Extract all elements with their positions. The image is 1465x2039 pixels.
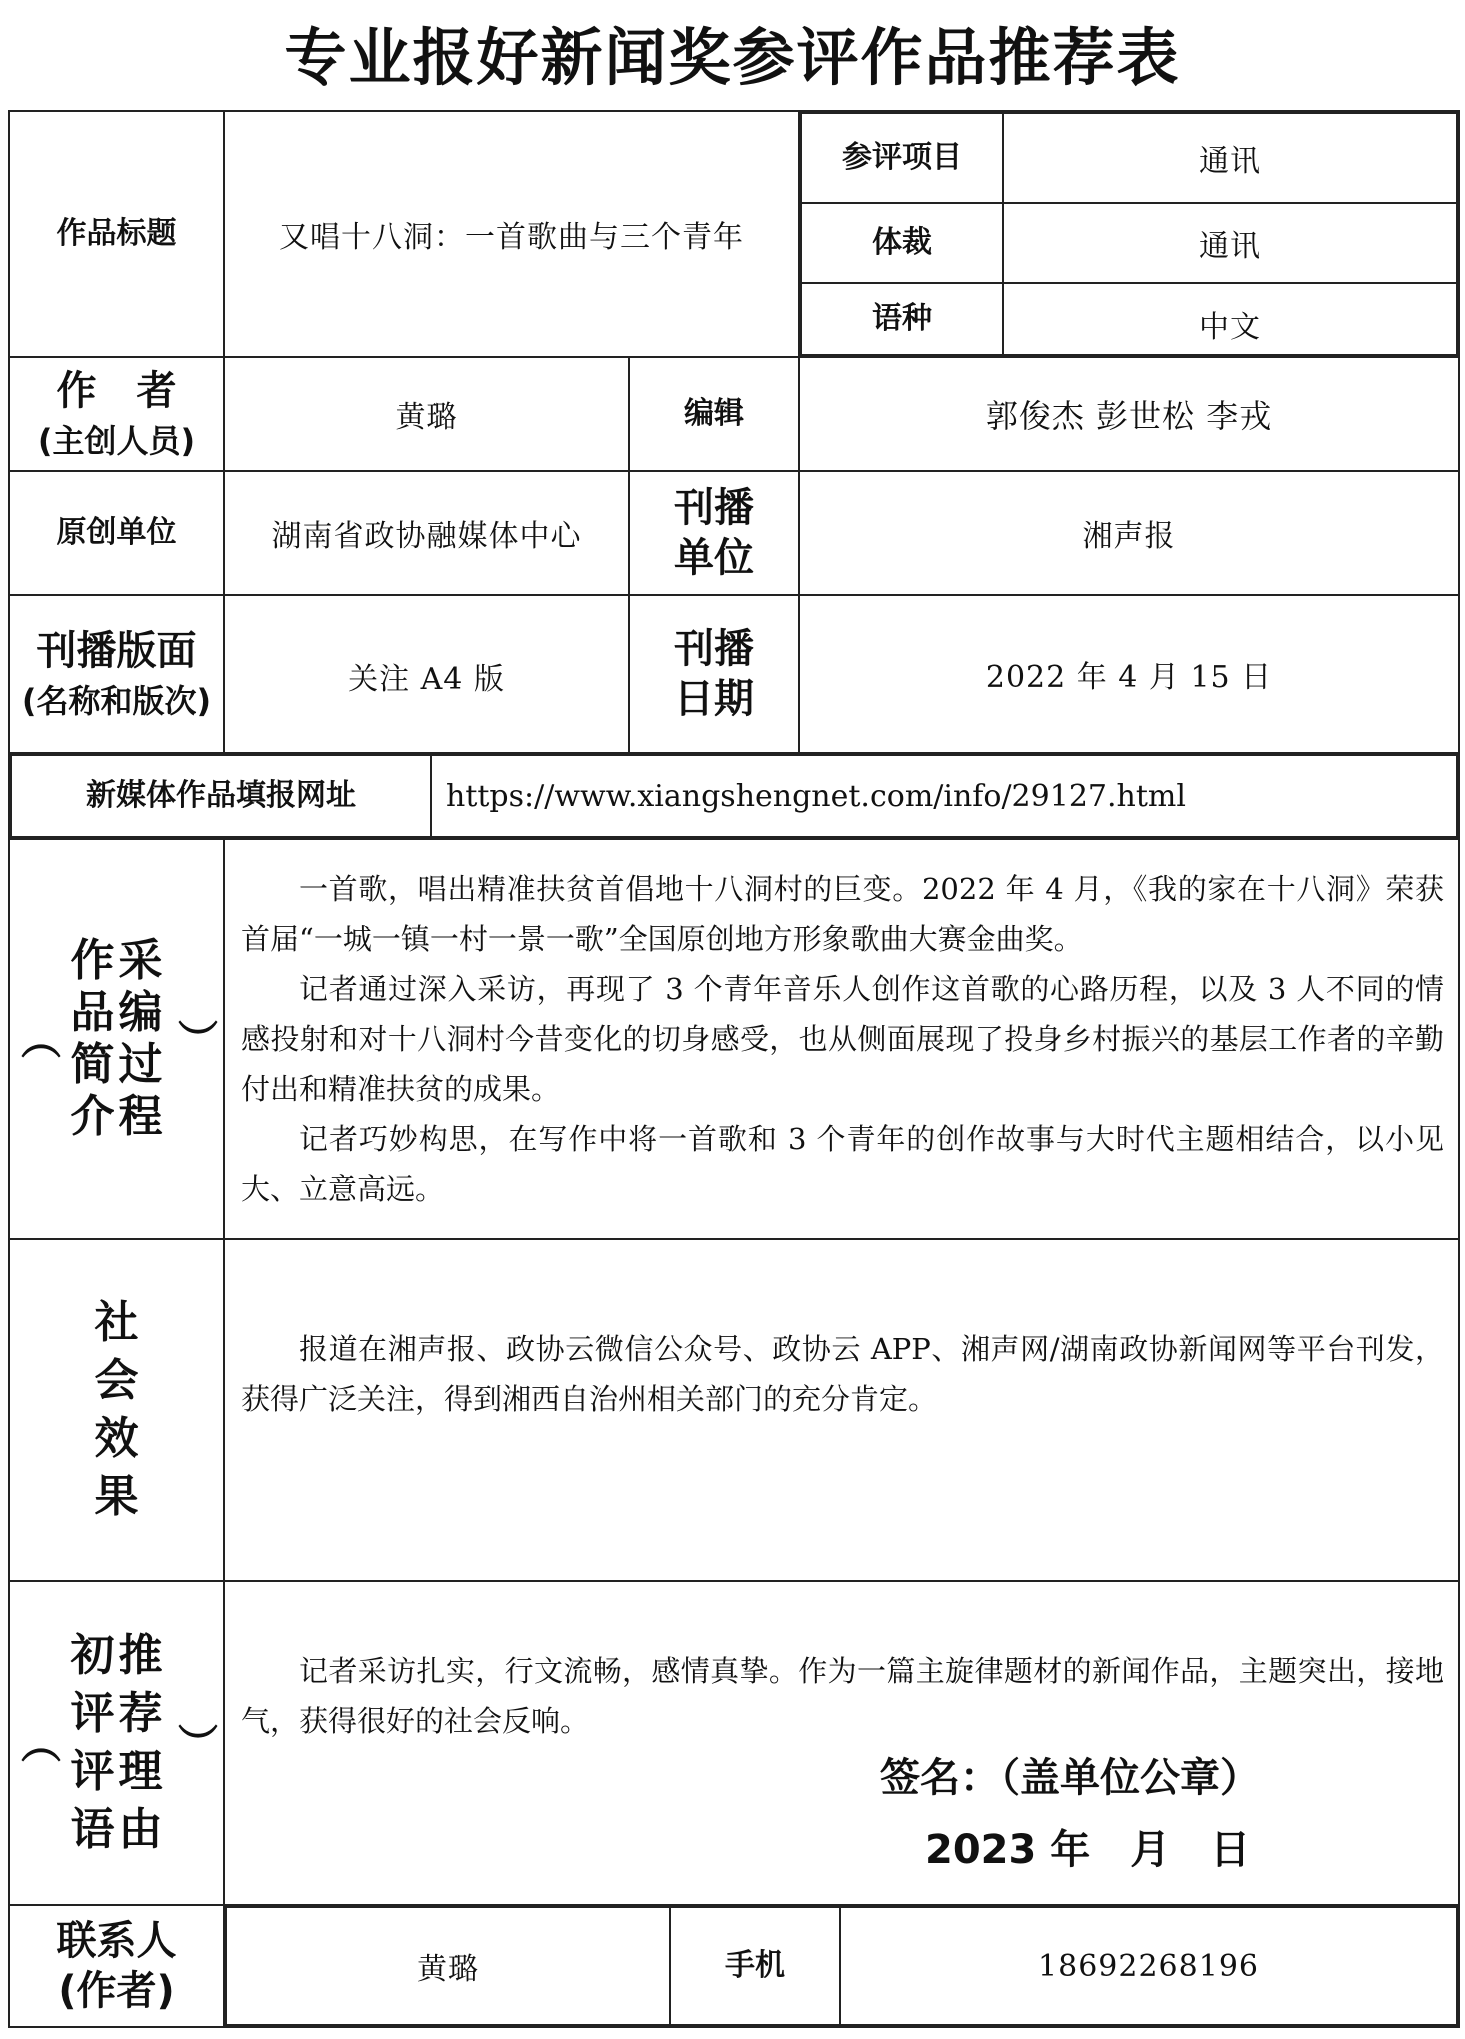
intro-paren-open: （: [14, 1019, 61, 1059]
form-title: 专业报好新闻奖参评作品推荐表: [284, 21, 1181, 94]
work-title-label: 作品标题: [9, 111, 224, 357]
layout-label-1: 刊播版面: [36, 628, 197, 674]
layout-label-2: (名称和版次): [21, 682, 212, 720]
author-value: 黄璐: [224, 357, 629, 471]
review-paren-open: （: [14, 1723, 61, 1763]
contact-row: [224, 1905, 1459, 2027]
genre-label: 体裁: [801, 203, 1003, 283]
intro-label-right: 采 编 过 程: [118, 935, 163, 1142]
url-row: [9, 753, 1459, 839]
intro-label-cell: [9, 839, 224, 1239]
entry-item-label: 参评项目: [801, 113, 1003, 203]
publish-date-label-cell: [629, 595, 799, 753]
origin-unit-value: 湖南省政协融媒体中心: [224, 471, 629, 595]
intro-paren-close: ）: [171, 1019, 218, 1059]
intro-label-left: 作 品 简 介: [70, 935, 115, 1142]
language-value: 中文: [1003, 283, 1457, 355]
sign-date: 2023 年 月 日: [925, 1827, 1251, 1873]
url-label: 新媒体作品填报网址: [11, 755, 431, 837]
language-label: 语种: [801, 283, 1003, 355]
review-label-cell: [9, 1581, 224, 1905]
author-label-sub: (主创人员): [37, 422, 196, 460]
review-label-right: 推 荐 理 由: [118, 1630, 163, 1855]
publish-date-label-1: 刊播: [674, 626, 755, 672]
intro-paragraph: 一首歌，唱出精准扶贫首倡地十八洞村的巨变。2022 年 4 月，《我的家在十八洞》荣获首届“一城一镇一村一景一歌”全国原创地方形象歌曲大赛金曲奖。: [241, 872, 1445, 956]
intro-paragraph: 记者巧妙构思，在写作中将一首歌和 3 个青年的创作故事与大时代主题相结合，以小见大、立意高远。: [241, 1122, 1445, 1206]
publish-date-value: 2022 年 4 月 15 日: [799, 595, 1459, 753]
publish-unit-label-1: 刊播: [674, 485, 755, 531]
review-text: 记者采访扎实，行文流畅，感情真挚。作为一篇主旋律题材的新闻作品，主题突出，接地气，获得很好的社会反响。: [241, 1654, 1445, 1738]
contact-label-cell: [9, 1905, 224, 2027]
editor-value: 郭俊杰 彭世松 李戎: [799, 357, 1459, 471]
contact-label-1: 联系人: [56, 1918, 177, 1964]
origin-unit-label: 原创单位: [9, 471, 224, 595]
layout-label-cell: [9, 595, 224, 753]
author-label: 作 者: [56, 368, 177, 414]
url-value[interactable]: https://www.xiangshengnet.com/info/29127.html: [431, 755, 1457, 837]
social-label: 社 会 效 果: [94, 1297, 139, 1522]
publish-unit-label-2: 单位: [674, 535, 755, 581]
phone-label: 手机: [670, 1907, 840, 2025]
layout-value: 关注 A4 版: [224, 595, 629, 753]
intro-content: [224, 839, 1459, 1239]
review-label-left: 初 评 评 语: [70, 1630, 115, 1855]
social-content: [224, 1239, 1459, 1581]
work-title-value: 又唱十八洞：一首歌曲与三个青年: [224, 111, 799, 357]
review-paren-close: ）: [171, 1723, 218, 1763]
publish-unit-label-cell: [629, 471, 799, 595]
author-label-cell: [9, 357, 224, 471]
contact-label-2: (作者): [58, 1968, 175, 2014]
genre-value: 通讯: [1003, 203, 1457, 283]
publish-unit-value: 湘声报: [799, 471, 1459, 595]
signature-line: 签名：（盖单位公章）: [880, 1755, 1260, 1801]
meta-subtable: [799, 111, 1459, 357]
editor-label: 编辑: [629, 357, 799, 471]
phone-value: 18692268196: [840, 1907, 1457, 2025]
publish-date-label-2: 日期: [674, 676, 755, 722]
recommendation-form: [8, 110, 1460, 2028]
intro-paragraph: 记者通过深入采访，再现了 3 个青年音乐人创作这首歌的心路历程，以及 3 人不同的情感投射和对十八洞村今昔变化的切身感受，也从侧面展现了投身乡村振兴的基层工作者的辛勤付出和精准扶贫的成果。: [241, 972, 1445, 1106]
social-label-cell: [9, 1239, 224, 1581]
review-content: [224, 1581, 1459, 1905]
social-effect-text: 报道在湘声报、政协云微信公众号、政协云 APP、湘声网/湖南政协新闻网等平台刊发，获得广泛关注，得到湘西自治州相关部门的充分肯定。: [241, 1332, 1445, 1416]
contact-value: 黄璐: [226, 1907, 670, 2025]
entry-item-value: 通讯: [1003, 113, 1457, 203]
